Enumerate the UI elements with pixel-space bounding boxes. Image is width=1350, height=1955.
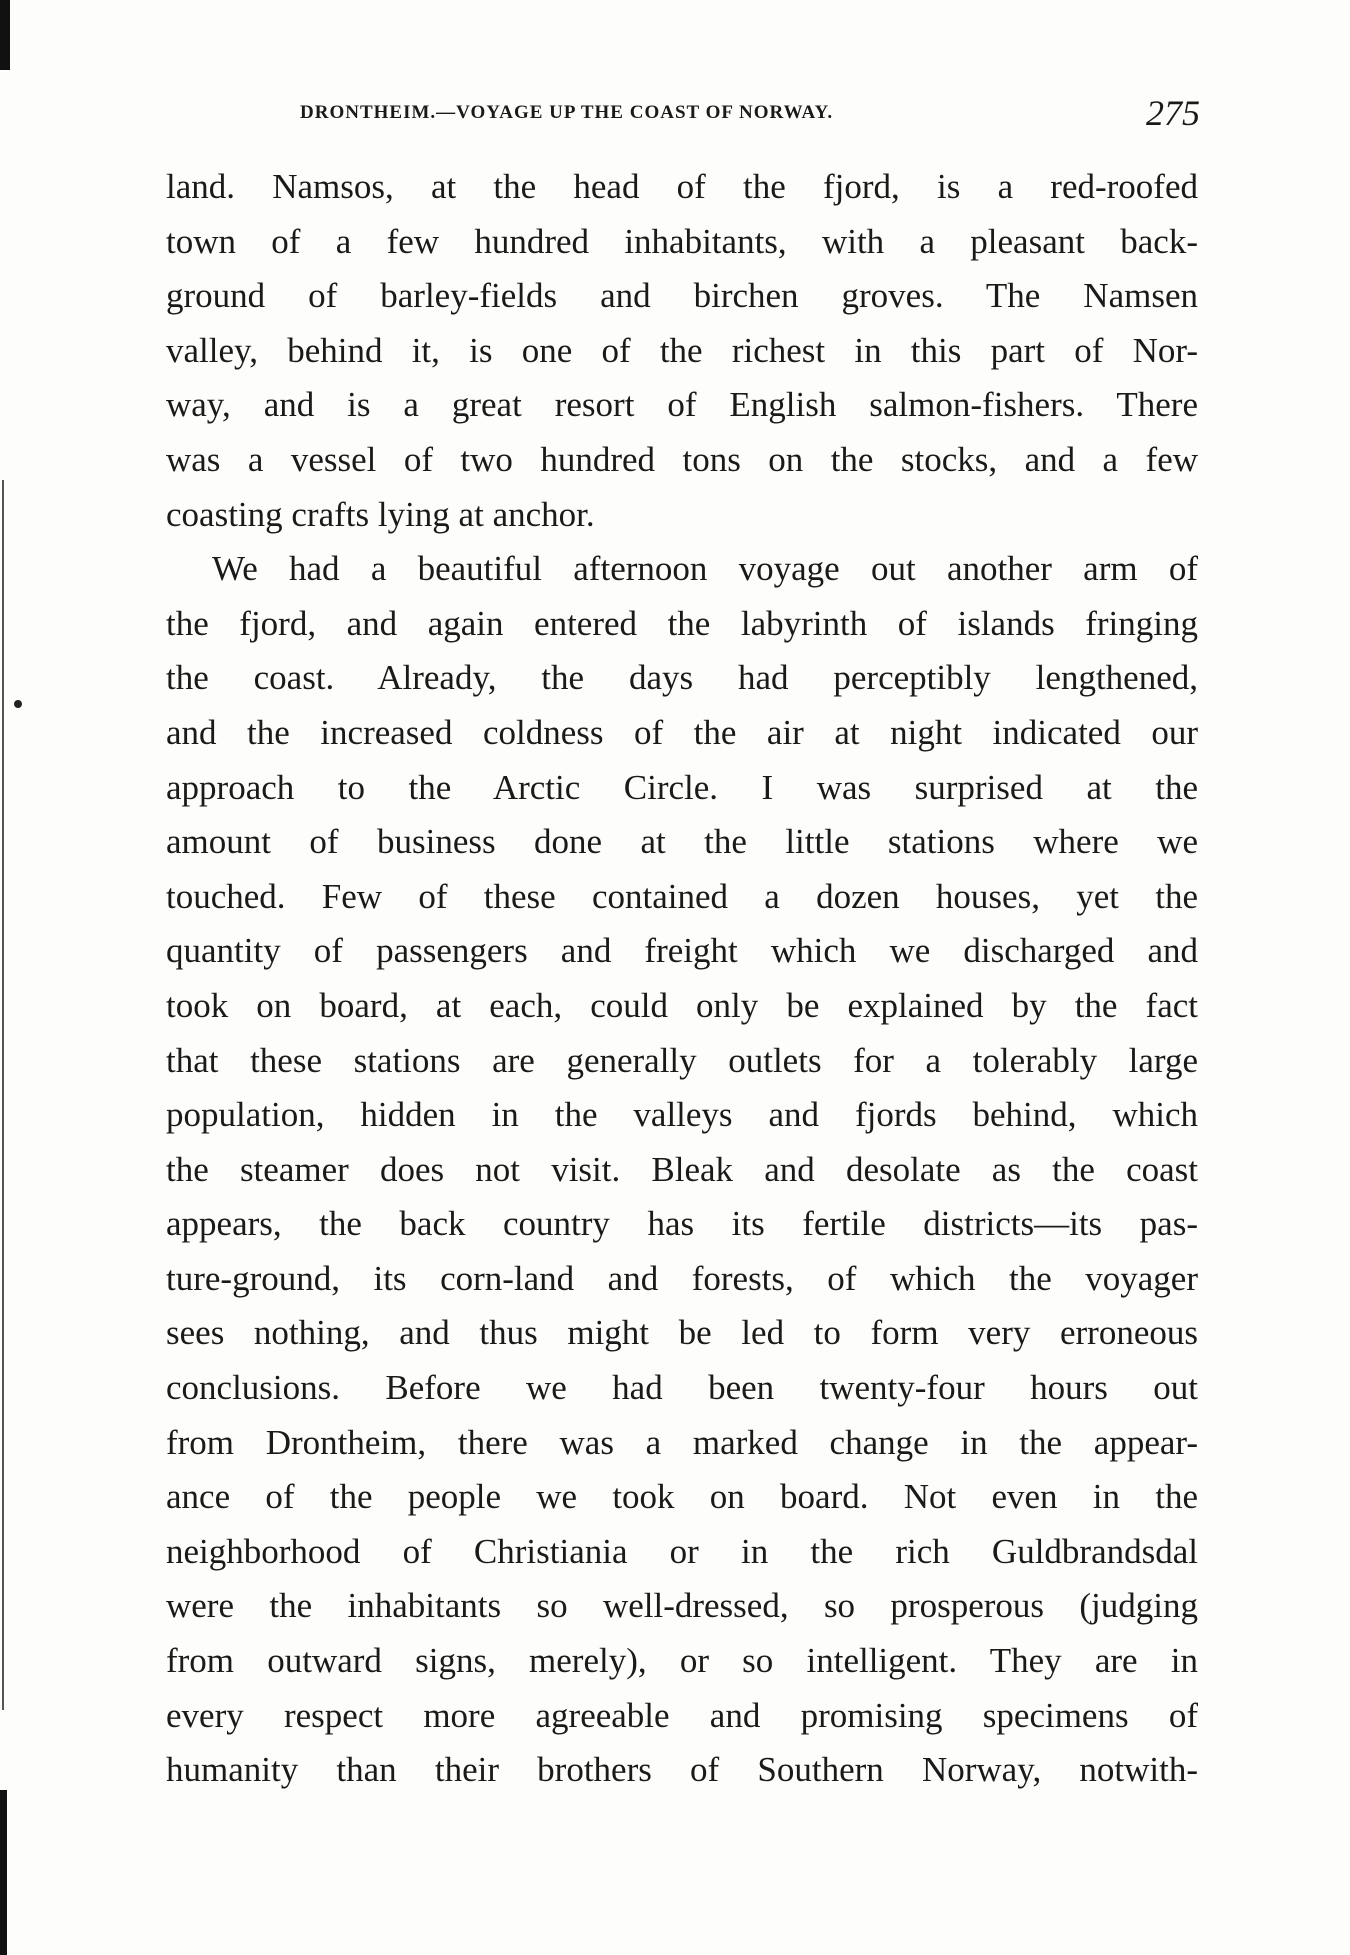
text-line: approach to the Arctic Circle. I was surprised at the (166, 767, 1198, 807)
text-line: amount of business done at the little stations where we (166, 822, 1198, 862)
text-line: population, hidden in the valleys and fjords behind, which (166, 1095, 1198, 1135)
text-line: neighborhood of Christiania or in the rich Guldbrandsdal (166, 1531, 1198, 1571)
text-line: sees nothing, and thus might be led to form very erroneous (166, 1313, 1198, 1353)
text-line: that these stations are generally outlets for a tolerably large (166, 1040, 1198, 1080)
text-line: ground of barley-fields and birchen groves. The Namsen (166, 276, 1198, 316)
text-line: from outward signs, merely), or so intelligent. They are in (166, 1641, 1198, 1681)
text-line: touched. Few of these contained a dozen houses, yet the (166, 876, 1198, 916)
text-line: the fjord, and again entered the labyrinth of islands fringing (166, 603, 1198, 643)
paragraph (166, 160, 1198, 542)
scan-edge-line (2, 480, 4, 1710)
paragraph (166, 542, 1198, 1798)
scan-edge-mark (0, 0, 10, 70)
text-line: ture-ground, its corn-land and forests, of which the voyager (166, 1258, 1198, 1298)
text-line: took on board, at each, could only be explained by the fact (166, 985, 1198, 1025)
body-text (166, 160, 1198, 1798)
text-line: every respect more agreeable and promising specimens of (166, 1695, 1198, 1735)
text-line: We had a beautiful afternoon voyage out another arm of (212, 549, 1198, 589)
running-head: DRONTHEIM.—VOYAGE UP THE COAST OF NORWAY. (300, 102, 834, 123)
scan-edge-dot (14, 700, 22, 708)
text-line: appears, the back country has its fertile districts—its pas- (166, 1204, 1198, 1244)
text-line: were the inhabitants so well-dressed, so prosperous (judging (166, 1586, 1198, 1626)
text-line: and the increased coldness of the air at night indicated our (166, 712, 1198, 752)
text-line: coasting crafts lying at anchor. (166, 494, 595, 534)
text-line: way, and is a great resort of English salmon-fishers. There (166, 385, 1198, 425)
text-line: the steamer does not visit. Bleak and desolate as the coast (166, 1149, 1198, 1189)
scan-edge-mark (0, 1790, 7, 1955)
page-number: 275 (1146, 93, 1200, 133)
text-line: quantity of passengers and freight which we discharged and (166, 931, 1198, 971)
text-line: conclusions. Before we had been twenty-four hours out (166, 1368, 1198, 1408)
text-line: the coast. Already, the days had perceptibly lengthened, (166, 658, 1198, 698)
text-line: was a vessel of two hundred tons on the stocks, and a few (166, 439, 1198, 479)
text-line: valley, behind it, is one of the richest in this part of Nor- (166, 330, 1198, 370)
text-line: from Drontheim, there was a marked change in the appear- (166, 1422, 1198, 1462)
paragraph-container (166, 160, 1198, 1798)
text-line: humanity than their brothers of Southern Norway, notwith- (166, 1750, 1198, 1790)
text-line: town of a few hundred inhabitants, with a pleasant back- (166, 221, 1198, 261)
text-line: land. Namsos, at the head of the fjord, is a red-roofed (166, 167, 1198, 206)
page-header (300, 92, 1200, 132)
text-line: ance of the people we took on board. Not even in the (166, 1477, 1198, 1517)
